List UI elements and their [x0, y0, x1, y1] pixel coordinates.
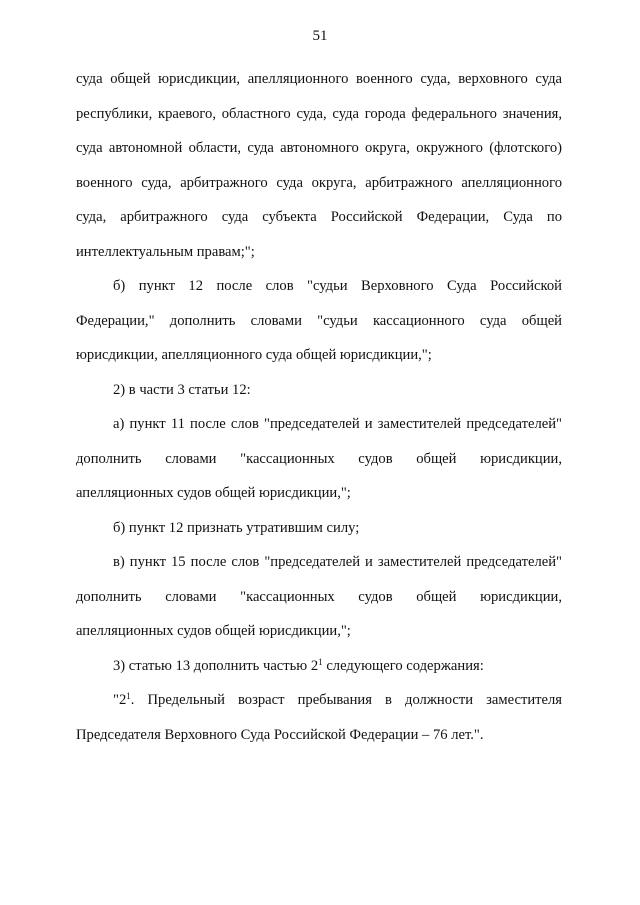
article-13-text-start: 3) статью 13 дополнить частью 2	[113, 657, 319, 674]
paragraph-age-limit	[76, 683, 562, 752]
age-limit-text-end: . Предельный возраст пребывания в должности заместителя Председателя Верховного Суда Российской Федерации – 76 лет.".	[76, 692, 562, 743]
paragraph-article-13	[76, 649, 562, 684]
paragraph-point-a-11: а) пункт 11 после слов "председателей и заместителей председателей" дополнить словами "кассационных судов общей юрисдикции, апелляционных судов общей юрисдикции,";	[76, 416, 562, 501]
paragraph-point-b-12: б) пункт 12 после слов "судьи Верховного Суда Российской Федерации," дополнить словами "судьи кассационного суда общей юрисдикции, апелляционного суда общей юрисдикции,";	[76, 278, 562, 363]
page-number: 51	[312, 28, 328, 44]
document-body	[76, 62, 562, 752]
paragraph-part-3-article-12: 2) в части 3 статьи 12:	[113, 381, 251, 398]
article-13-text-end: следующего содержания:	[322, 657, 484, 674]
article-13-superscript: 1	[318, 656, 323, 667]
paragraph-point-v-15: в) пункт 15 после слов "председателей и заместителей председателей" дополнить словами "кассационных судов общей юрисдикции, апелляционных судов общей юрисдикции,";	[76, 554, 562, 639]
paragraph-point-b-12-void: б) пункт 12 признать утратившим силу;	[113, 519, 360, 536]
age-limit-text-start: "2	[113, 692, 127, 708]
age-limit-superscript: 1	[126, 691, 131, 701]
paragraph-court-list: суда общей юрисдикции, апелляционного военного суда, верховного суда республики, краевого, областного суда, суда города федерального значения, суда автономной области, суда автономного округа, окружного (флотского) военного суда, арбитражного суда округа, арбитражного апелляционного суда, арбитражного суда субъекта Российской Федерации, Суда по интеллектуальным правам;";	[76, 71, 562, 260]
